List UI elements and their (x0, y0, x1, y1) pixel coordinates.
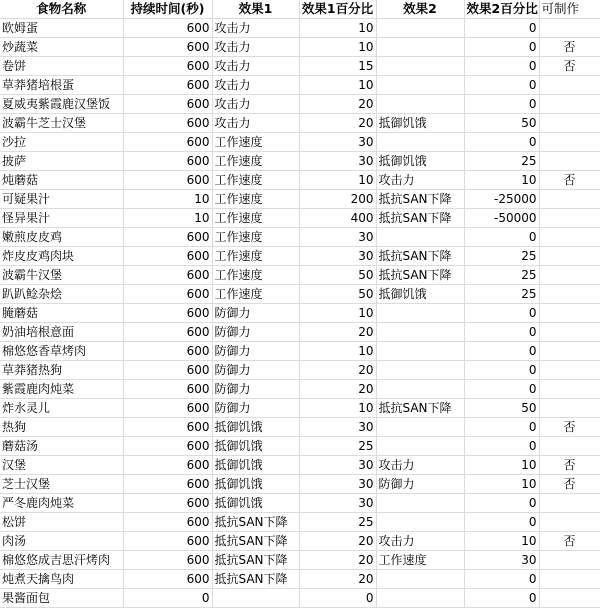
cell-effect1-percent[interactable]: 50 (299, 266, 376, 285)
cell-food-name[interactable]: 肉汤 (0, 532, 123, 551)
table-row (0, 133, 600, 152)
cell-effect2[interactable]: 工作速度 (376, 551, 464, 570)
cell-effect1[interactable] (212, 589, 299, 608)
cell-craftable[interactable]: 否 (539, 38, 600, 57)
cell-effect2-percent[interactable]: 0 (464, 589, 539, 608)
cell-craftable[interactable] (539, 209, 600, 228)
cell-craftable[interactable] (539, 437, 600, 456)
cell-duration[interactable]: 600 (123, 304, 212, 323)
cell-food-name[interactable]: 沙拉 (0, 133, 123, 152)
cell-duration[interactable]: 600 (123, 285, 212, 304)
cell-duration[interactable]: 600 (123, 228, 212, 247)
cell-effect2[interactable]: 防御力 (376, 475, 464, 494)
cell-effect2-percent[interactable]: 0 (464, 304, 539, 323)
cell-duration[interactable]: 600 (123, 247, 212, 266)
cell-food-name[interactable]: 草莽猪热狗 (0, 361, 123, 380)
table-row (0, 38, 600, 57)
cell-craftable[interactable] (539, 323, 600, 342)
cell-effect1[interactable]: 攻击力 (212, 95, 299, 114)
cell-effect2[interactable]: 抵抗SAN下降 (376, 209, 464, 228)
cell-effect2[interactable] (376, 494, 464, 513)
cell-food-name[interactable]: 波霸牛汉堡 (0, 266, 123, 285)
cell-effect2-percent[interactable]: 10 (464, 532, 539, 551)
cell-effect1-percent[interactable]: 50 (299, 285, 376, 304)
cell-effect2[interactable]: 攻击力 (376, 456, 464, 475)
cell-effect1-percent[interactable]: 20 (299, 380, 376, 399)
cell-food-name[interactable]: 炒蔬菜 (0, 38, 123, 57)
cell-craftable[interactable] (539, 342, 600, 361)
cell-craftable[interactable]: 否 (539, 475, 600, 494)
cell-duration[interactable]: 600 (123, 114, 212, 133)
cell-craftable[interactable] (539, 589, 600, 608)
cell-effect1[interactable]: 工作速度 (212, 171, 299, 190)
cell-effect1-percent[interactable]: 25 (299, 437, 376, 456)
cell-effect1-percent[interactable]: 20 (299, 532, 376, 551)
cell-craftable[interactable] (539, 190, 600, 209)
cell-craftable[interactable] (539, 114, 600, 133)
cell-effect2[interactable] (376, 57, 464, 76)
cell-effect2-percent[interactable]: -50000 (464, 209, 539, 228)
cell-effect1-percent[interactable]: 30 (299, 494, 376, 513)
cell-craftable[interactable] (539, 19, 600, 38)
cell-duration[interactable]: 600 (123, 437, 212, 456)
cell-effect1-percent[interactable]: 10 (299, 19, 376, 38)
cell-craftable[interactable] (539, 228, 600, 247)
cell-food-name[interactable]: 松饼 (0, 513, 123, 532)
cell-duration[interactable]: 600 (123, 456, 212, 475)
cell-effect2[interactable]: 攻击力 (376, 171, 464, 190)
cell-food-name[interactable]: 卷饼 (0, 57, 123, 76)
table-row (0, 589, 600, 608)
table-row (0, 361, 600, 380)
cell-effect1-percent[interactable]: 10 (299, 342, 376, 361)
table-row (0, 399, 600, 418)
cell-effect2[interactable] (376, 76, 464, 95)
cell-food-name[interactable]: 棉悠悠成吉思汗烤肉 (0, 551, 123, 570)
cell-effect1[interactable]: 防御力 (212, 342, 299, 361)
cell-craftable[interactable] (539, 570, 600, 589)
cell-effect2-percent[interactable]: 0 (464, 57, 539, 76)
cell-effect2[interactable] (376, 133, 464, 152)
cell-effect1-percent[interactable]: 10 (299, 38, 376, 57)
cell-effect1-percent[interactable]: 25 (299, 513, 376, 532)
cell-effect1-percent[interactable]: 30 (299, 133, 376, 152)
table-row (0, 247, 600, 266)
header-effect2[interactable]: 效果2 (376, 0, 464, 19)
cell-food-name[interactable]: 棉悠悠香草烤肉 (0, 342, 123, 361)
cell-effect1[interactable]: 攻击力 (212, 38, 299, 57)
cell-effect2[interactable]: 抵抗SAN下降 (376, 266, 464, 285)
cell-effect1[interactable]: 抵御饥饿 (212, 437, 299, 456)
cell-food-name[interactable]: 热狗 (0, 418, 123, 437)
cell-effect2[interactable]: 抵抗SAN下降 (376, 399, 464, 418)
cell-food-name[interactable]: 草莽猪培根蛋 (0, 76, 123, 95)
cell-effect2[interactable] (376, 570, 464, 589)
cell-duration[interactable]: 600 (123, 133, 212, 152)
cell-effect2[interactable] (376, 95, 464, 114)
cell-effect1-percent[interactable]: 15 (299, 57, 376, 76)
table-row (0, 152, 600, 171)
table-row (0, 456, 600, 475)
table-row (0, 437, 600, 456)
cell-effect1-percent[interactable]: 200 (299, 190, 376, 209)
cell-duration[interactable]: 600 (123, 551, 212, 570)
cell-effect2-percent[interactable]: 50 (464, 114, 539, 133)
cell-effect1-percent[interactable]: 30 (299, 247, 376, 266)
cell-effect2[interactable]: 抵御饥饿 (376, 114, 464, 133)
cell-effect1-percent[interactable]: 0 (299, 589, 376, 608)
cell-duration[interactable]: 600 (123, 494, 212, 513)
cell-effect2[interactable] (376, 342, 464, 361)
cell-effect1[interactable]: 防御力 (212, 361, 299, 380)
cell-craftable[interactable]: 否 (539, 171, 600, 190)
cell-effect2-percent[interactable]: -25000 (464, 190, 539, 209)
cell-effect2[interactable]: 攻击力 (376, 532, 464, 551)
cell-effect1[interactable]: 防御力 (212, 323, 299, 342)
cell-effect2-percent[interactable]: 0 (464, 418, 539, 437)
cell-effect1[interactable]: 攻击力 (212, 19, 299, 38)
cell-effect1[interactable]: 抵抗SAN下降 (212, 551, 299, 570)
header-craftable[interactable]: 可制作 (539, 0, 600, 19)
cell-effect1[interactable]: 抵抗SAN下降 (212, 513, 299, 532)
table-row (0, 342, 600, 361)
cell-food-name[interactable]: 披萨 (0, 152, 123, 171)
cell-craftable[interactable]: 否 (539, 532, 600, 551)
cell-duration[interactable]: 600 (123, 57, 212, 76)
cell-effect2[interactable] (376, 437, 464, 456)
table-row (0, 19, 600, 38)
cell-food-name[interactable]: 蘑菇汤 (0, 437, 123, 456)
cell-effect2[interactable] (376, 304, 464, 323)
cell-effect2[interactable] (376, 228, 464, 247)
cell-craftable[interactable] (539, 95, 600, 114)
cell-duration[interactable]: 600 (123, 95, 212, 114)
header-effect1[interactable]: 效果1 (212, 0, 299, 19)
cell-effect1[interactable]: 工作速度 (212, 152, 299, 171)
cell-effect2-percent[interactable]: 0 (464, 95, 539, 114)
cell-effect2[interactable] (376, 323, 464, 342)
cell-food-name[interactable]: 怪异果汁 (0, 209, 123, 228)
table-row (0, 304, 600, 323)
header-row (0, 0, 600, 19)
cell-effect2-percent[interactable]: 0 (464, 76, 539, 95)
cell-food-name[interactable]: 严冬鹿肉炖菜 (0, 494, 123, 513)
cell-effect2[interactable] (376, 19, 464, 38)
cell-duration[interactable]: 0 (123, 589, 212, 608)
cell-effect1-percent[interactable]: 20 (299, 361, 376, 380)
cell-effect1-percent[interactable]: 20 (299, 323, 376, 342)
cell-effect1[interactable]: 攻击力 (212, 76, 299, 95)
cell-duration[interactable]: 10 (123, 209, 212, 228)
cell-effect2-percent[interactable]: 10 (464, 475, 539, 494)
cell-effect2-percent[interactable]: 0 (464, 323, 539, 342)
table-row (0, 551, 600, 570)
cell-effect1[interactable]: 防御力 (212, 304, 299, 323)
cell-effect2-percent[interactable]: 0 (464, 513, 539, 532)
cell-food-name[interactable]: 炖蘑菇 (0, 171, 123, 190)
cell-effect1-percent[interactable]: 20 (299, 114, 376, 133)
cell-craftable[interactable]: 否 (539, 418, 600, 437)
cell-effect1-percent[interactable]: 20 (299, 95, 376, 114)
cell-duration[interactable]: 600 (123, 380, 212, 399)
cell-effect1-percent[interactable]: 20 (299, 570, 376, 589)
cell-effect2-percent[interactable]: 50 (464, 399, 539, 418)
cell-duration[interactable]: 600 (123, 152, 212, 171)
table-row (0, 323, 600, 342)
cell-craftable[interactable] (539, 152, 600, 171)
cell-effect1[interactable]: 抵御饥饿 (212, 475, 299, 494)
cell-duration[interactable]: 600 (123, 266, 212, 285)
cell-duration[interactable]: 600 (123, 342, 212, 361)
cell-effect1[interactable]: 抵抗SAN下降 (212, 570, 299, 589)
table-row (0, 76, 600, 95)
cell-craftable[interactable] (539, 133, 600, 152)
cell-duration[interactable]: 600 (123, 361, 212, 380)
cell-craftable[interactable] (539, 285, 600, 304)
cell-duration[interactable]: 600 (123, 38, 212, 57)
cell-effect1-percent[interactable]: 30 (299, 456, 376, 475)
cell-food-name[interactable]: 嫩煎皮皮鸡 (0, 228, 123, 247)
cell-effect1[interactable]: 工作速度 (212, 247, 299, 266)
cell-effect1[interactable]: 防御力 (212, 399, 299, 418)
cell-effect1-percent[interactable]: 400 (299, 209, 376, 228)
table-body (0, 19, 600, 608)
cell-duration[interactable]: 600 (123, 513, 212, 532)
cell-effect1[interactable]: 防御力 (212, 380, 299, 399)
cell-effect1[interactable]: 工作速度 (212, 228, 299, 247)
table-row (0, 532, 600, 551)
cell-effect1[interactable]: 工作速度 (212, 266, 299, 285)
cell-effect2-percent[interactable]: 0 (464, 342, 539, 361)
cell-effect1[interactable]: 工作速度 (212, 133, 299, 152)
cell-craftable[interactable] (539, 247, 600, 266)
cell-effect1-percent[interactable]: 30 (299, 228, 376, 247)
cell-duration[interactable]: 600 (123, 570, 212, 589)
cell-effect2[interactable] (376, 513, 464, 532)
cell-effect1-percent[interactable]: 10 (299, 171, 376, 190)
cell-effect1[interactable]: 抵抗SAN下降 (212, 532, 299, 551)
cell-effect2-percent[interactable]: 0 (464, 494, 539, 513)
cell-food-name[interactable]: 炸水灵儿 (0, 399, 123, 418)
cell-effect2-percent[interactable]: 25 (464, 285, 539, 304)
cell-effect2[interactable] (376, 361, 464, 380)
table-row (0, 57, 600, 76)
cell-effect2[interactable] (376, 589, 464, 608)
cell-craftable[interactable] (539, 380, 600, 399)
table-row (0, 190, 600, 209)
cell-effect1-percent[interactable]: 10 (299, 399, 376, 418)
cell-effect2-percent[interactable]: 10 (464, 456, 539, 475)
table-row (0, 380, 600, 399)
cell-food-name[interactable]: 炸皮皮鸡肉块 (0, 247, 123, 266)
cell-duration[interactable]: 600 (123, 418, 212, 437)
cell-food-name[interactable]: 波霸牛芝士汉堡 (0, 114, 123, 133)
cell-effect2-percent[interactable]: 0 (464, 19, 539, 38)
table-row (0, 95, 600, 114)
cell-duration[interactable]: 600 (123, 76, 212, 95)
cell-effect2[interactable]: 抵御饥饿 (376, 152, 464, 171)
cell-duration[interactable]: 600 (123, 532, 212, 551)
cell-food-name[interactable]: 趴趴鲶杂烩 (0, 285, 123, 304)
table-row (0, 228, 600, 247)
header-effect2-percent[interactable]: 效果2百分比 (464, 0, 539, 19)
cell-effect2[interactable]: 抵抗SAN下降 (376, 247, 464, 266)
cell-effect1[interactable]: 抵御饥饿 (212, 494, 299, 513)
cell-craftable[interactable] (539, 513, 600, 532)
table-row (0, 171, 600, 190)
cell-effect2-percent[interactable]: 0 (464, 437, 539, 456)
cell-effect2-percent[interactable]: 0 (464, 380, 539, 399)
cell-effect1-percent[interactable]: 10 (299, 304, 376, 323)
cell-effect2[interactable]: 抵抗SAN下降 (376, 190, 464, 209)
table-row (0, 209, 600, 228)
cell-craftable[interactable] (539, 551, 600, 570)
cell-food-name[interactable]: 可疑果汁 (0, 190, 123, 209)
cell-effect1[interactable]: 工作速度 (212, 285, 299, 304)
cell-effect1[interactable]: 工作速度 (212, 209, 299, 228)
cell-food-name[interactable]: 汉堡 (0, 456, 123, 475)
cell-effect2[interactable] (376, 38, 464, 57)
cell-craftable[interactable] (539, 399, 600, 418)
cell-effect1-percent[interactable]: 30 (299, 152, 376, 171)
cell-effect2-percent[interactable]: 0 (464, 228, 539, 247)
cell-duration[interactable]: 10 (123, 190, 212, 209)
cell-food-name[interactable]: 果酱面包 (0, 589, 123, 608)
cell-effect2-percent[interactable]: 0 (464, 38, 539, 57)
cell-craftable[interactable] (539, 304, 600, 323)
cell-effect2-percent[interactable]: 25 (464, 152, 539, 171)
cell-food-name[interactable]: 夏威夷紫霞鹿汉堡饭 (0, 95, 123, 114)
table-row (0, 114, 600, 133)
cell-effect1[interactable]: 工作速度 (212, 190, 299, 209)
cell-craftable[interactable] (539, 76, 600, 95)
cell-effect1-percent[interactable]: 20 (299, 551, 376, 570)
cell-food-name[interactable]: 紫霞鹿肉炖菜 (0, 380, 123, 399)
cell-craftable[interactable]: 否 (539, 456, 600, 475)
cell-duration[interactable]: 600 (123, 171, 212, 190)
table-row (0, 475, 600, 494)
cell-effect2-percent[interactable]: 25 (464, 247, 539, 266)
cell-effect2-percent[interactable]: 30 (464, 551, 539, 570)
cell-effect1-percent[interactable]: 10 (299, 76, 376, 95)
cell-duration[interactable]: 600 (123, 399, 212, 418)
cell-effect1[interactable]: 抵御饥饿 (212, 418, 299, 437)
cell-craftable[interactable] (539, 266, 600, 285)
table-row (0, 285, 600, 304)
cell-food-name[interactable]: 奶油培根意面 (0, 323, 123, 342)
table-row (0, 513, 600, 532)
cell-food-name[interactable]: 炖煮天擒鸟肉 (0, 570, 123, 589)
table-row (0, 418, 600, 437)
cell-food-name[interactable]: 腌蘑菇 (0, 304, 123, 323)
cell-effect2-percent[interactable]: 0 (464, 133, 539, 152)
cell-effect1[interactable]: 攻击力 (212, 57, 299, 76)
cell-effect2[interactable] (376, 380, 464, 399)
cell-craftable[interactable]: 否 (539, 57, 600, 76)
cell-effect2[interactable] (376, 418, 464, 437)
cell-effect1-percent[interactable]: 30 (299, 475, 376, 494)
header-effect1-percent[interactable]: 效果1百分比 (299, 0, 376, 19)
table-row (0, 494, 600, 513)
cell-duration[interactable]: 600 (123, 475, 212, 494)
cell-effect2-percent[interactable]: 0 (464, 570, 539, 589)
cell-food-name[interactable]: 芝士汉堡 (0, 475, 123, 494)
cell-effect2-percent[interactable]: 10 (464, 171, 539, 190)
table-row (0, 266, 600, 285)
cell-effect1[interactable]: 抵御饥饿 (212, 456, 299, 475)
cell-food-name[interactable]: 欧姆蛋 (0, 19, 123, 38)
header-duration[interactable]: 持续时间(秒) (123, 0, 212, 19)
cell-effect2-percent[interactable]: 25 (464, 266, 539, 285)
cell-effect1[interactable]: 攻击力 (212, 114, 299, 133)
cell-craftable[interactable] (539, 361, 600, 380)
cell-effect2[interactable]: 抵御饥饿 (376, 285, 464, 304)
cell-effect2-percent[interactable]: 0 (464, 361, 539, 380)
cell-duration[interactable]: 600 (123, 323, 212, 342)
header-food-name[interactable]: 食物名称 (0, 0, 123, 19)
cell-duration[interactable]: 600 (123, 19, 212, 38)
cell-effect1-percent[interactable]: 30 (299, 418, 376, 437)
cell-craftable[interactable] (539, 494, 600, 513)
table-row (0, 570, 600, 589)
